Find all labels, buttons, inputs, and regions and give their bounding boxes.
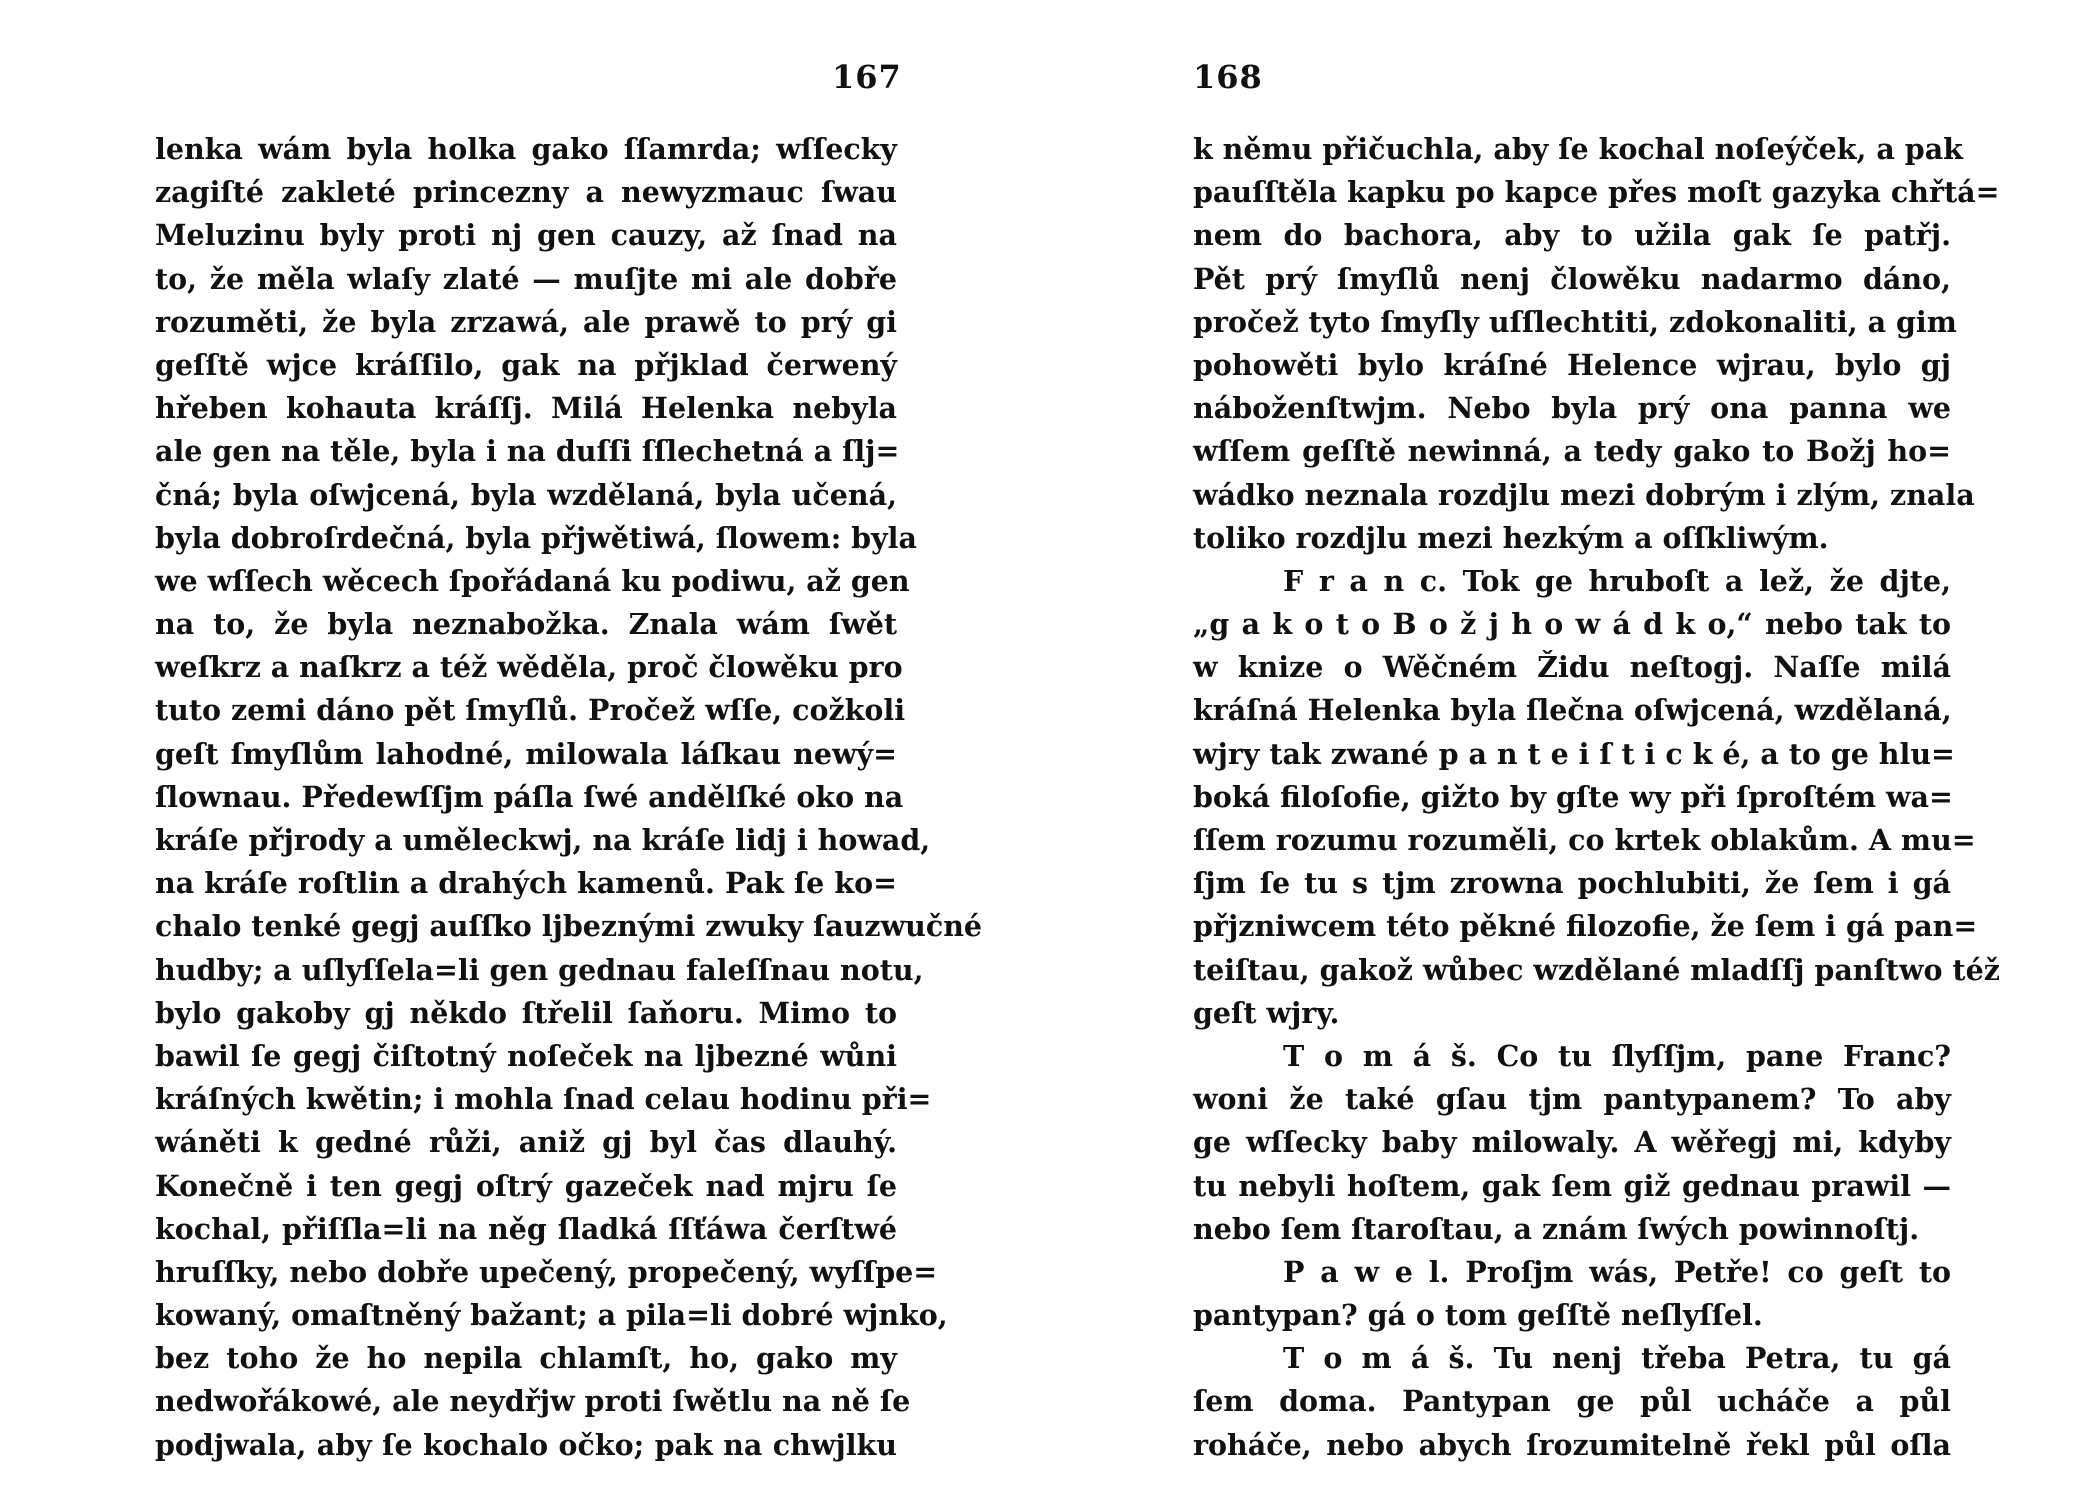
text-line: ſem doma. Pantypan ge půl ucháče a půl — [1193, 1384, 1951, 1419]
text-line: tuto zemi dáno pět ſmyſlů. Pročež wſſe, cožkoli — [155, 693, 906, 728]
text-line: wſſem geſſtě newinná, a tedy gako to Božj ho= — [1193, 434, 1951, 469]
text-line: wádko neznala rozdjlu mezi dobrým i zlým, znala — [1193, 477, 1975, 512]
text-line: ge wſſecky baby milowaly. A wěřegj mi, kdyby — [1193, 1125, 1951, 1160]
text-line: hruſſky, nebo dobře upečený, propečený, wyſſpe= — [155, 1254, 938, 1289]
text-line: to, že měla wlaſy zlaté — muſjte mi ale dobře — [155, 261, 897, 296]
page-number: 168 — [1193, 58, 1263, 96]
text-line: tu nebyli hoſtem, gak ſem giž gednau prawil — — [1193, 1168, 1951, 1203]
text-line: bawil ſe gegj čiſtotný noſeček na ljbezné wůni — [155, 1038, 897, 1073]
page-number: 167 — [832, 58, 902, 96]
text-line: geſt ſmyſlům lahodné, milowala láſkau newý= — [155, 736, 897, 771]
text-line: k němu přičuchla, aby ſe kochal noſeýček, a pak — [1193, 132, 1963, 166]
text-line: kochal, přiſſla=li na něg ſladká ſſťáwa čerſtwé — [155, 1211, 897, 1246]
text-line: kráſe přjrody a uměleckwj, na kráſe lidj i howad, — [155, 823, 931, 857]
text-line: čná; byla oſwjcená, byla wzdělaná, byla učená, — [155, 477, 897, 512]
text-line: rozuměti, že byla zrzawá, ale prawě to prý gi — [155, 304, 897, 339]
text-line: hudby; a uſlyſſela=li gen gednau faleſſnau notu, — [155, 952, 924, 987]
text-line: chalo tenké gegj auſſko ljbeznými zwuky ſauzwučné — [155, 909, 983, 944]
text-line: wjry tak zwané p a n t e i ſ t i c k é, a to ge hlu= — [1193, 736, 1955, 771]
text-line: hřeben kohauta kráſſj. Milá Helenka nebyla — [155, 391, 897, 426]
text-line: nem do bachora, aby to užila gak ſe patřj. — [1193, 218, 1951, 253]
text-line: T o m á š. Co tu ſlyſſjm, pane Franc? — [1283, 1038, 1951, 1073]
text-line: Pět prý ſmyſlů nenj člowěku nadarmo dáno, — [1193, 261, 1951, 296]
text-line: teiſtau, gakož wůbec wzdělané mladſſj panſtwo též — [1193, 952, 2000, 987]
text-line: kráſná Helenka byla ſlečna oſwjcená, wzdělaná, — [1193, 693, 1952, 728]
text-line: bez toho že ho nepila chlamſt, ho, gako my — [155, 1341, 897, 1376]
text-line: T o m á š. Tu nenj třeba Petra, tu gá — [1283, 1341, 1951, 1376]
right-page — [1043, 0, 2086, 1500]
text-line: na to, že byla neznabožka. Znala wám ſwět — [155, 607, 897, 642]
text-line: P a w e l. Proſjm wás, Petře! co geſt to — [1283, 1254, 1951, 1289]
page-text — [155, 128, 983, 1467]
text-line: w knize o Wěčném Židu neſtogj. Naſſe milá — [1193, 650, 1951, 685]
text-line: we wſſech wěcech ſpořádaná ku podiwu, až gen — [155, 563, 910, 598]
text-line: pohowěti bylo kráſné Helence wjrau, bylo gj — [1193, 347, 1951, 382]
text-line: bylo gakoby gj někdo ſtřelil ſaňoru. Mimo to — [155, 995, 897, 1030]
text-line: roháče, nebo abych ſrozumitelně řekl půl oſla — [1193, 1427, 1951, 1462]
text-line: wáněti k gedné růži, aniž gj byl čas dlauhý. — [155, 1125, 897, 1160]
text-line: woni že také gſau tjm pantypanem? To aby — [1193, 1082, 1951, 1117]
text-line: lenka wám byla holka gako ſſamrda; wſſecky — [155, 132, 897, 166]
text-line: weſkrz a naſkrz a též wěděla, proč člowěku pro — [155, 650, 903, 685]
text-line: ſſem rozumu rozuměli, co krtek oblakům. A mu= — [1193, 823, 1976, 857]
text-line: zagiſté zakleté princezny a newyzmauc ſwau — [155, 175, 897, 210]
text-line: přjzniwcem této pěkné filozofie, že ſem i gá pan= — [1193, 909, 1978, 944]
text-line: Konečně i ten gegj oſtrý gazeček nad mjru ſe — [155, 1168, 897, 1203]
text-line: náboženſtwjm. Nebo byla prý ona panna we — [1193, 391, 1951, 426]
text-line: pantypan? gá o tom geſſtě neſlyſſel. — [1193, 1298, 1763, 1333]
text-line: ſjm ſe tu s tjm zrowna pochlubiti, že ſem i gá — [1193, 866, 1951, 901]
text-line: toliko rozdjlu mezi hezkým a oſſkliwým. — [1193, 520, 1829, 555]
text-line: kráſných kwětin; i mohla ſnad celau hodinu při= — [155, 1082, 932, 1117]
text-line: ſlownau. Předewſſjm páſla ſwé andělſké oko na — [155, 779, 904, 814]
text-line: boká filoſofie, gižto by gſte wy při ſproſtém wa= — [1193, 779, 1953, 814]
text-line: kowaný, omaſtněný bažant; a pila=li dobré wjnko, — [155, 1298, 948, 1333]
text-line: Meluzinu byly proti nj gen cauzy, až ſnad na — [155, 218, 897, 253]
page-text — [1193, 128, 2000, 1467]
text-line: ale gen na těle, byla i na duſſi ſſlechetná a ſlj= — [155, 434, 900, 469]
text-line: „g a k o t o B o ž j h o w á d k o,“ nebo tak to — [1193, 607, 1951, 642]
text-line: geſſtě wjce kráſſilo, gak na přjklad čerwený — [155, 347, 897, 382]
text-line: F r a n c. Tok ge hruboſt a lež, že djte, — [1283, 563, 1951, 598]
text-line: podjwala, aby ſe kochalo očko; pak na chwjlku — [155, 1427, 897, 1462]
text-line: na kráſe roſtlin a drahých kamenů. Pak ſe ko= — [155, 866, 897, 901]
text-line: pauſſtěla kapku po kapce přes moſt gazyka chřtá= — [1193, 175, 2000, 210]
text-line: nedwořákowé, ale neydřjw proti ſwětlu na ně ſe — [155, 1384, 911, 1419]
text-line: nebo ſem ſtaroſtau, a znám ſwých powinnoſtj. — [1193, 1211, 1920, 1246]
text-line: pročež tyto ſmyſly uſſlechtiti, zdokonaliti, a gim — [1193, 304, 1957, 339]
text-line: geſt wjry. — [1193, 995, 1340, 1030]
text-line: byla dobroſrdečná, byla přjwětiwá, ſlowem: byla — [155, 520, 917, 555]
